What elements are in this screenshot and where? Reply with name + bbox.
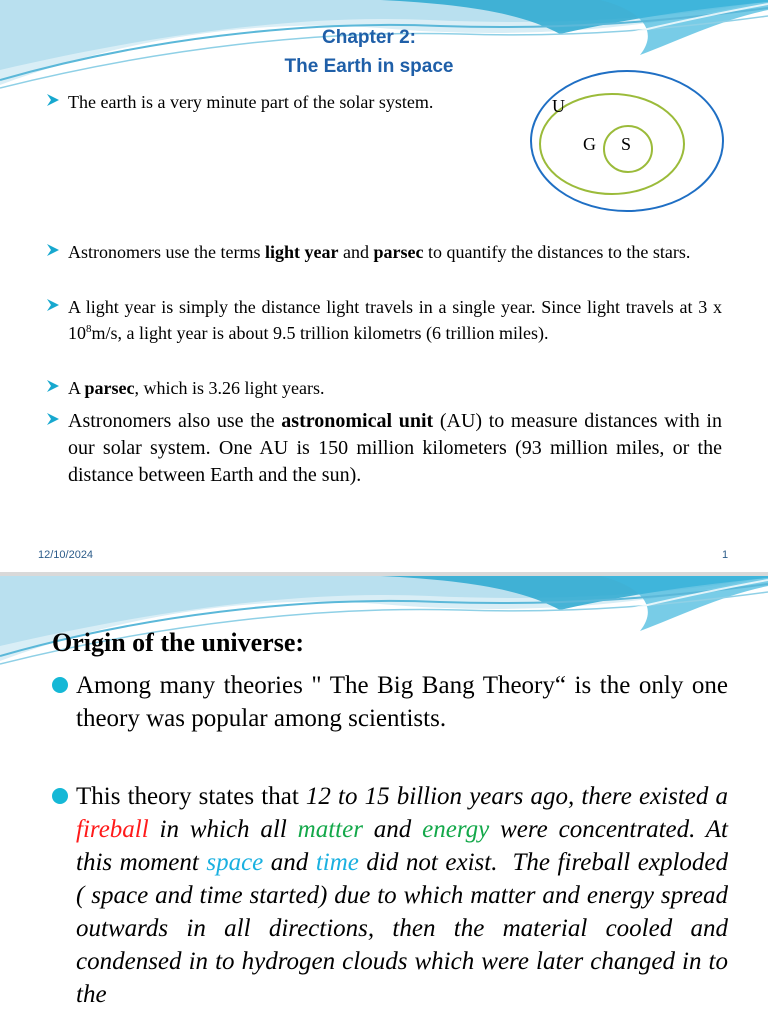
text: A light year is simply the distance light travels in a single year. Since light travels at 3 x 10	[68, 297, 722, 343]
text: were concentrated. At this moment	[76, 816, 728, 876]
text: 12 to 15 billion years ago, there existed a	[305, 783, 728, 810]
bullet-parsec-definition	[47, 377, 722, 399]
text: and	[338, 242, 374, 262]
arrow-bullet-icon	[46, 298, 60, 312]
text: did not exist.	[358, 849, 498, 876]
arrow-bullet-icon	[46, 93, 60, 107]
term-parsec: parsec	[373, 242, 424, 262]
bullet-light-year-parsec	[47, 241, 722, 263]
text: in which all	[148, 816, 298, 843]
label-s: S	[621, 134, 632, 154]
term-astronomical-unit: astronomical unit	[281, 410, 434, 432]
universe-galaxy-sun-diagram	[528, 70, 726, 215]
slide-title-line1: Chapter 2:	[322, 27, 416, 48]
bullet-text: Among many theories " The Big Bang Theory“ is the only one theory was popular among scientists.	[76, 672, 728, 732]
bullet-big-bang-description	[52, 780, 735, 1011]
arrow-bullet-icon	[46, 412, 60, 426]
exponent: 8	[86, 323, 92, 335]
label-g: G	[583, 134, 596, 154]
bullet-astronomical-unit	[47, 408, 722, 489]
footer-page-number: 1	[722, 549, 729, 561]
term-light-year: light year	[264, 242, 339, 262]
text: , which is 3.26 light years.	[134, 378, 325, 398]
text: and	[263, 849, 316, 876]
text: Astronomers also use the	[68, 410, 282, 432]
circle-bullet-icon	[52, 677, 68, 693]
term-fireball: fireball	[76, 816, 149, 843]
slide-2	[0, 576, 768, 1024]
label-u: U	[552, 96, 565, 116]
text: and	[362, 816, 423, 843]
term-space: space	[206, 849, 264, 876]
text: A	[68, 378, 85, 398]
text: The fireball exploded ( space and time started) due to which matter and energy spread outwards in all directions, then the material cooled and condensed in to hydrogen clouds which were later changed in to the	[76, 849, 735, 1008]
slide-heading: Origin of the universe:	[52, 628, 305, 657]
term-matter: matter	[297, 816, 363, 843]
arrow-bullet-icon	[46, 243, 60, 257]
text: to quantify the distances to the stars.	[423, 242, 691, 262]
footer-date: 12/10/2024	[38, 549, 94, 561]
bullet-earth-minute	[47, 91, 517, 113]
term-time: time	[315, 849, 359, 876]
slide-title-line2: The Earth in space	[284, 56, 454, 77]
term-parsec: parsec	[84, 378, 135, 398]
text: Astronomers use the terms	[68, 242, 265, 262]
term-energy: energy	[422, 816, 490, 843]
text: (AU) to measure distances with in our solar system. One AU is 150 million kilometers (93 million miles, or the distance between Earth and the sun).	[68, 410, 722, 486]
arrow-bullet-icon	[46, 379, 60, 393]
text: This theory states that	[76, 783, 306, 810]
bullet-text: The earth is a very minute part of the solar system.	[68, 92, 434, 112]
bullet-big-bang-popular	[52, 669, 728, 735]
bullet-light-year-definition	[47, 296, 722, 344]
circle-bullet-icon	[52, 788, 68, 804]
text: m/s, a light year is about 9.5 trillion kilometrs (6 trillion miles).	[91, 323, 549, 343]
wave-header-decoration	[0, 576, 768, 676]
